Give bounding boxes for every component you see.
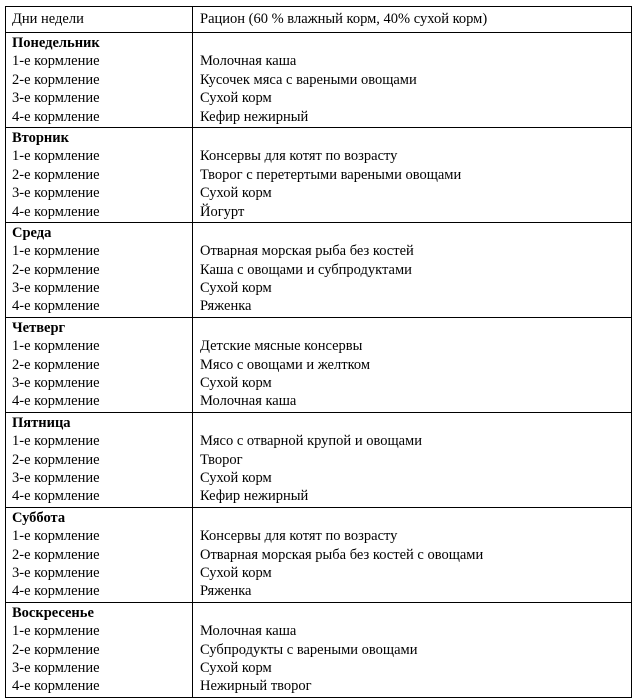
feeding-label: 3-е кормление bbox=[12, 280, 100, 297]
table-row bbox=[6, 223, 632, 318]
diet-cell bbox=[193, 508, 632, 602]
table-row bbox=[6, 603, 632, 698]
feeding-food: Консервы для котят по возрасту bbox=[200, 148, 398, 165]
day-cell bbox=[6, 603, 193, 697]
feeding-label: 2-е кормление bbox=[12, 356, 100, 373]
day-cell bbox=[6, 508, 193, 602]
diet-spacer bbox=[200, 414, 631, 432]
feeding-food: Йогурт bbox=[200, 203, 245, 220]
diet-cell bbox=[193, 128, 632, 222]
day-cell bbox=[6, 318, 193, 412]
feeding-food: Молочная каша bbox=[200, 393, 297, 410]
diet-spacer bbox=[200, 129, 631, 147]
header-day-column: Дни недели bbox=[6, 7, 193, 32]
feeding-food: Творог с перетертыми вареными овощами bbox=[200, 166, 462, 183]
day-rows bbox=[6, 33, 632, 698]
day-name: Среда bbox=[12, 224, 52, 241]
feeding-label: 3-е кормление bbox=[12, 185, 100, 202]
feeding-food: Субпродукты с вареными овощами bbox=[200, 641, 418, 658]
day-name: Понедельник bbox=[12, 35, 100, 51]
feeding-label: 3-е кормление bbox=[12, 375, 100, 392]
day-cell bbox=[6, 33, 193, 127]
feeding-label: 1-е кормление bbox=[12, 243, 100, 260]
feeding-label: 4-е кормление bbox=[12, 678, 100, 695]
diet-spacer bbox=[200, 604, 631, 622]
feeding-label: 2-е кормление bbox=[12, 261, 100, 278]
feeding-food: Сухой корм bbox=[200, 659, 272, 676]
feeding-food: Молочная каша bbox=[200, 53, 297, 70]
table-row bbox=[6, 318, 632, 413]
feeding-label: 3-е кормление bbox=[12, 564, 100, 581]
feeding-label: 2-е кормление bbox=[12, 166, 100, 183]
feeding-food: Сухой корм bbox=[200, 280, 272, 297]
feeding-label: 4-е кормление bbox=[12, 488, 100, 505]
diet-spacer bbox=[200, 224, 631, 242]
feeding-label: 3-е кормление bbox=[12, 469, 100, 486]
feeding-food: Мясо с овощами и желтком bbox=[200, 356, 371, 373]
feeding-food: Кефир нежирный bbox=[200, 108, 309, 125]
feeding-food: Отварная морская рыба без костей с овощами bbox=[200, 546, 484, 563]
feeding-food: Сухой корм bbox=[200, 90, 272, 107]
feeding-food: Сухой корм bbox=[200, 469, 272, 486]
feeding-label: 2-е кормление bbox=[12, 451, 100, 468]
diet-cell bbox=[193, 33, 632, 127]
table-row bbox=[6, 33, 632, 128]
feeding-food: Ряженка bbox=[200, 298, 252, 315]
table-row bbox=[6, 413, 632, 508]
feeding-label: 2-е кормление bbox=[12, 546, 100, 563]
feeding-label: 1-е кормление bbox=[12, 623, 100, 640]
diet-table bbox=[5, 6, 632, 698]
day-name: Суббота bbox=[12, 509, 66, 526]
feeding-food: Каша с овощами и субпродуктами bbox=[200, 261, 412, 278]
day-name: Вторник bbox=[12, 129, 69, 146]
feeding-label: 2-е кормление bbox=[12, 71, 100, 88]
diet-spacer bbox=[200, 34, 631, 52]
feeding-label: 4-е кормление bbox=[12, 203, 100, 220]
feeding-label: 1-е кормление bbox=[12, 528, 100, 545]
feeding-food: Кусочек мяса с вареными овощами bbox=[200, 71, 417, 88]
diet-cell bbox=[193, 318, 632, 412]
feeding-food: Сухой корм bbox=[200, 185, 272, 202]
feeding-label: 3-е кормление bbox=[12, 659, 100, 676]
feeding-label: 1-е кормление bbox=[12, 338, 100, 355]
feeding-label: 4-е кормление bbox=[12, 583, 100, 600]
feeding-label: 1-е кормление bbox=[12, 53, 100, 70]
diet-spacer bbox=[200, 319, 631, 337]
diet-cell bbox=[193, 223, 632, 317]
feeding-food: Детские мясные консервы bbox=[200, 338, 363, 355]
feeding-food: Сухой корм bbox=[200, 375, 272, 392]
feeding-food: Сухой корм bbox=[200, 564, 272, 581]
diet-cell bbox=[193, 413, 632, 507]
day-name: Воскресенье bbox=[12, 604, 94, 621]
feeding-label: 4-е кормление bbox=[12, 393, 100, 410]
feeding-label: 4-е кормление bbox=[12, 298, 100, 315]
feeding-label: 4-е кормление bbox=[12, 108, 100, 125]
diet-spacer bbox=[200, 509, 631, 527]
feeding-food: Творог bbox=[200, 451, 243, 468]
diet-cell bbox=[193, 603, 632, 697]
feeding-label: 1-е кормление bbox=[12, 433, 100, 450]
header-diet-column: Рацион (60 % влажный корм, 40% сухой корм) bbox=[193, 7, 632, 32]
day-name: Пятница bbox=[12, 414, 71, 431]
feeding-food: Молочная каша bbox=[200, 623, 297, 640]
day-name: Четверг bbox=[12, 319, 66, 336]
feeding-food: Кефир нежирный bbox=[200, 488, 309, 505]
day-cell bbox=[6, 413, 193, 507]
table-row bbox=[6, 508, 632, 603]
table-header-row bbox=[6, 7, 632, 33]
feeding-food: Нежирный творог bbox=[200, 678, 312, 695]
table-row bbox=[6, 128, 632, 223]
feeding-label: 3-е кормление bbox=[12, 90, 100, 107]
feeding-label: 1-е кормление bbox=[12, 148, 100, 165]
day-cell bbox=[6, 128, 193, 222]
feeding-food: Отварная морская рыба без костей bbox=[200, 243, 414, 260]
feeding-food: Ряженка bbox=[200, 583, 252, 600]
feeding-food: Мясо с отварной крупой и овощами bbox=[200, 433, 422, 450]
feeding-label: 2-е кормление bbox=[12, 641, 100, 658]
day-cell bbox=[6, 223, 193, 317]
feeding-food: Консервы для котят по возрасту bbox=[200, 528, 398, 545]
